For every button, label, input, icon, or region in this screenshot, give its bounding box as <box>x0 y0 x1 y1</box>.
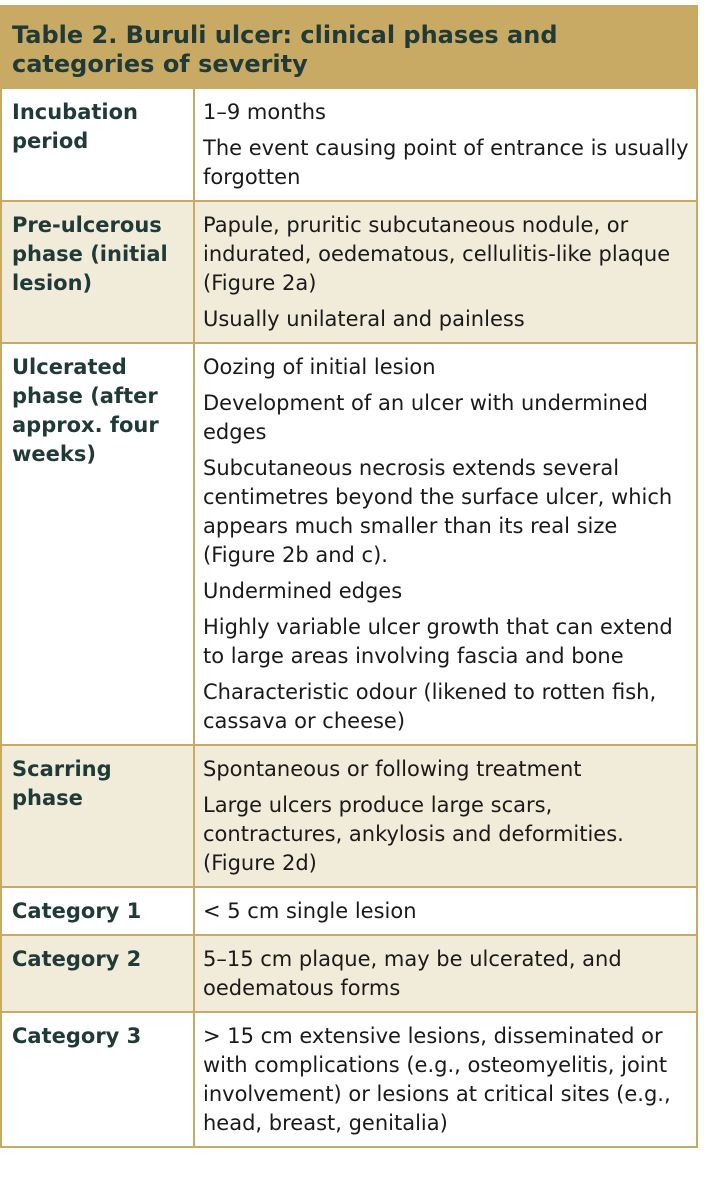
row-header: Category 1 <box>2 887 194 935</box>
table-row <box>2 89 696 201</box>
row-header: Ulcerated phase (after approx. four weeks) <box>2 343 194 745</box>
table-container <box>0 5 698 1148</box>
row-item: 1–9 months <box>203 100 326 124</box>
row-item: Papule, pruritic subcutaneous nodule, or indurated, oedematous, cellulitis-like plaque (Figure 2a) <box>203 213 671 295</box>
phases-table <box>2 89 696 1146</box>
row-body <box>194 89 696 201</box>
row-item: Large ulcers produce large scars, contractures, ankylosis and deformities. (Figure 2d) <box>203 793 624 875</box>
row-item: Characteristic odour (likened to rotten fish, cassava or cheese) <box>203 680 657 733</box>
table-row <box>2 935 696 1012</box>
row-header: Incubation period <box>2 89 194 201</box>
row-item: Undermined edges <box>203 579 403 603</box>
row-item: < 5 cm single lesion <box>203 899 417 923</box>
row-body <box>194 935 696 1012</box>
table-row <box>2 343 696 745</box>
row-header: Category 3 <box>2 1012 194 1146</box>
table-row <box>2 201 696 343</box>
row-item: 5–15 cm plaque, may be ulcerated, and oedematous forms <box>203 947 622 1000</box>
row-item: Spontaneous or following treatment <box>203 757 582 781</box>
row-item: Highly variable ulcer growth that can extend to large areas involving fascia and bone <box>203 615 673 668</box>
table-row <box>2 745 696 887</box>
row-item: The event causing point of entrance is usually forgotten <box>203 136 689 189</box>
row-body <box>194 745 696 887</box>
row-item: Oozing of initial lesion <box>203 355 436 379</box>
table-row <box>2 1012 696 1146</box>
row-item: Subcutaneous necrosis extends several centimetres beyond the surface ulcer, which appears much smaller than its real size (Figure 2b and c). <box>203 456 673 567</box>
row-body <box>194 887 696 935</box>
row-item: > 15 cm extensive lesions, disseminated or with complications (e.g., osteomyelitis, joint involvement) or lesions at critical sites (e.g., head, breast, genitalia) <box>203 1024 671 1135</box>
table-row <box>2 887 696 935</box>
row-item: Usually unilateral and painless <box>203 307 525 331</box>
row-item: Development of an ulcer with undermined edges <box>203 391 648 444</box>
row-header: Category 2 <box>2 935 194 1012</box>
row-header: Pre-ulcerous phase (initial lesion) <box>2 201 194 343</box>
table-title: Table 2. Buruli ulcer: clinical phases and categories of severity <box>2 7 696 89</box>
row-body <box>194 1012 696 1146</box>
row-header: Scarring phase <box>2 745 194 887</box>
row-body <box>194 343 696 745</box>
row-body <box>194 201 696 343</box>
